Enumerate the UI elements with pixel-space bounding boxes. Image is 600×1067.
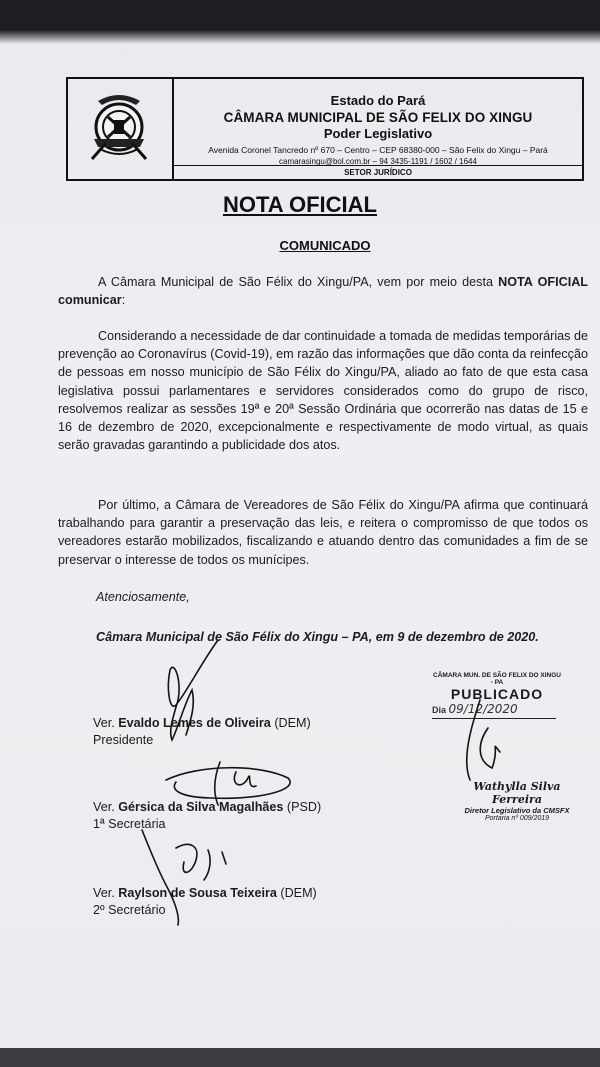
sig2-name: Gérsica da Silva Magalhães <box>118 800 284 814</box>
sig2-party: (PSD) <box>283 800 322 814</box>
stamp-date-row <box>432 702 562 716</box>
director-role: Diretor Legislativo da CMSFX <box>464 806 570 815</box>
sig2-prefix: Ver. <box>93 800 119 814</box>
paragraph-finally: Por último, a Câmara de Vereadores de São Félix do Xingu/PA afirma que continuará trabalhando para garantir a preservação das leis, e reitera o compromisso de que todos os vereadores estarão mobilizados, fiscalizando e atuando dentro das comunidades a fim de se preservar o interesse de todos os munícipes. <box>58 498 588 567</box>
sig1-prefix: Ver. <box>93 716 119 730</box>
address: Avenida Coronel Tancredo nº 670 – Centro – CEP 68380-000 – São Felix do Xingu – Pará <box>208 145 548 155</box>
sig1-name: Evaldo Lemes de Oliveira <box>118 716 271 730</box>
coat-of-arms-icon <box>86 87 152 169</box>
stamp-published: PUBLICADO <box>450 686 544 702</box>
document-subtitle: COMUNICADO <box>279 238 371 253</box>
legislative-power: Poder Legislativo <box>323 126 433 141</box>
sig3-name: Raylson de Sousa Teixeira <box>118 886 277 900</box>
intro-bold: NOTA OFICIAL comunicar <box>58 275 588 308</box>
closing-place-date: Câmara Municipal de São Félix do Xingu – PA, em 9 de dezembro de 2020. <box>96 630 539 644</box>
sig3-party: (DEM) <box>276 886 317 900</box>
state-name: Estado do Pará <box>330 93 426 108</box>
published-stamp <box>432 672 562 719</box>
sig2-role: 1ª Secretária <box>93 817 166 831</box>
sig3-prefix: Ver. <box>93 886 119 900</box>
stamp-date-value: 09/12/2020 <box>448 702 518 716</box>
sector-label: SETOR JURÍDICO <box>174 165 582 179</box>
contact: camarasingu@bol.com.br – 94 3435-1191 / 1602 / 1644 <box>279 157 477 166</box>
signatory-3 <box>93 885 317 919</box>
letterhead-text <box>174 79 582 179</box>
stamp-date-label: Dia <box>432 705 447 715</box>
document-title: NOTA OFICIAL <box>223 192 377 217</box>
director-name: Wathylla Silva Ferreira <box>473 780 561 806</box>
sig3-role: 2º Secretário <box>93 903 166 917</box>
logo-cell <box>68 79 174 179</box>
director-stamp <box>452 780 582 822</box>
signatory-2 <box>93 799 321 833</box>
paragraph-intro <box>58 273 588 309</box>
intro-text: A Câmara Municipal de São Félix do Xingu/PA, vem por meio desta <box>98 275 499 289</box>
stamp-header: CÂMARA MUN. DE SÃO FELIX DO XINGU - PA <box>433 672 561 686</box>
intro-end: : <box>121 293 126 308</box>
sig1-party: (DEM) <box>270 716 311 730</box>
letterhead <box>66 77 584 181</box>
director-portaria: Portaria nº 009/2019 <box>484 815 550 822</box>
regards: Atenciosamente, <box>96 590 190 604</box>
signatory-1 <box>93 715 311 749</box>
photo-shadow <box>0 30 600 44</box>
stamp-line <box>432 718 556 719</box>
photo-background-bottom <box>0 1048 600 1067</box>
sig1-role: Presidente <box>93 733 154 747</box>
chamber-name: CÂMARA MUNICIPAL DE SÃO FELIX DO XINGU <box>223 110 533 125</box>
paragraph-considering: Considerando a necessidade de dar continuidade a tomada de medidas temporárias de prevenção ao Coronavírus (Covid-19), em razão das informações que dão conta da reinfecção de pessoas em nosso município de São Félix do Xingu/PA, aliado ao fato de que esta casa legislativa possui parlamentares e servidores considerados como do grupo de risco, resolvemos realizar as sessões 19ª e 20ª Sessão Ordinária que ocorrerão nas datas de 15 e 16 de dezembro de 2020, excepcionalmente e respectivamente de modo virtual, as quais serão gravadas garantindo a publicidade dos atos. <box>58 329 588 453</box>
